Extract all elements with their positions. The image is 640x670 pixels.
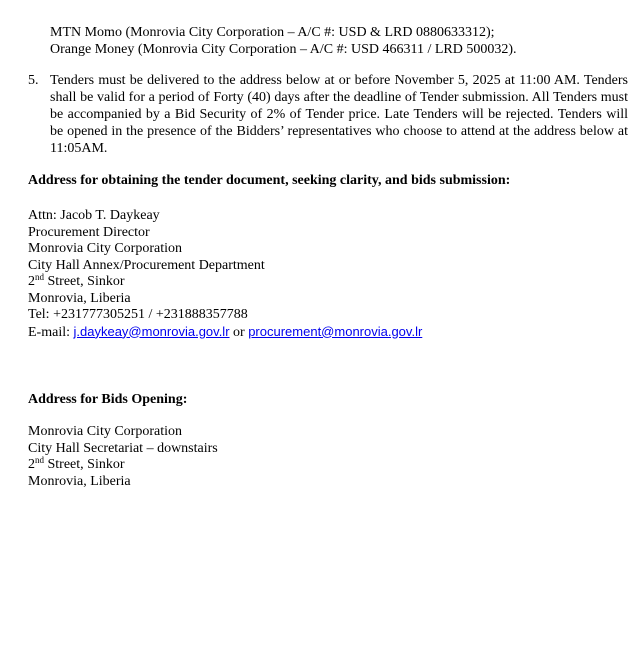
street-name: Street, Sinkor [44,274,125,289]
street-number: 2 [28,274,35,289]
opening-org-line: Monrovia City Corporation [28,424,182,439]
city-line: Monrovia, Liberia [28,290,131,306]
payment-line-orange: Orange Money (Monrovia City Corporation – A/C #: USD 466311 / LRD 500032). [50,42,517,57]
submission-address [28,208,422,341]
item-number: 5. [28,73,39,88]
opening-location-line: City Hall Secretariat – downstairs [28,440,218,456]
street-line [28,274,422,291]
payment-methods [50,24,517,58]
email-link-procurement[interactable]: procurement@monrovia.gov.lr [248,323,423,339]
title-line: Procurement Director [28,224,150,240]
opening-address-heading-block [28,392,187,409]
opening-address-heading: Address for Bids Opening: [28,392,188,407]
email-or: or [229,324,249,340]
payment-line-mtn: MTN Momo (Monrovia City Corporation – A/C #: USD & LRD 0880633312); [50,25,495,40]
org-line: Monrovia City Corporation [28,241,182,256]
opening-street-line [28,457,218,474]
opening-address [28,424,218,490]
attn-line: Attn: Jacob T. Daykeay [28,208,160,223]
email-line [28,324,422,342]
submission-address-heading: Address for obtaining the tender document, seeking clarity, and bids submission: [28,173,511,188]
email-link-jdaykeay[interactable]: j.daykeay@monrovia.gov.lr [73,323,230,339]
street-suffix: nd [35,272,44,282]
opening-street-name: Street, Sinkor [44,457,125,472]
email-label: E-mail: [28,324,74,340]
dept-line: City Hall Annex/Procurement Department [28,257,265,273]
submission-address-heading-block [28,173,510,190]
tel-line: Tel: +231777305251 / +231888357788 [28,307,248,322]
item-text: Tenders must be delivered to the address below at or before November 5, 2025 at 11:00 AM. Tenders shall be valid for a period of Forty (40) days after the deadline of Tender submission. All Tenders must be accompanied by a Bid Security of 2% of Tender price. Late Tenders will be rejected. Tenders will be opened in the presence of the Bidders’ representatives who choose to attend at the address below at 11:05AM. [50,73,628,156]
opening-street-suffix: nd [35,455,44,465]
opening-city-line: Monrovia, Liberia [28,473,131,489]
opening-street-number: 2 [28,457,35,472]
